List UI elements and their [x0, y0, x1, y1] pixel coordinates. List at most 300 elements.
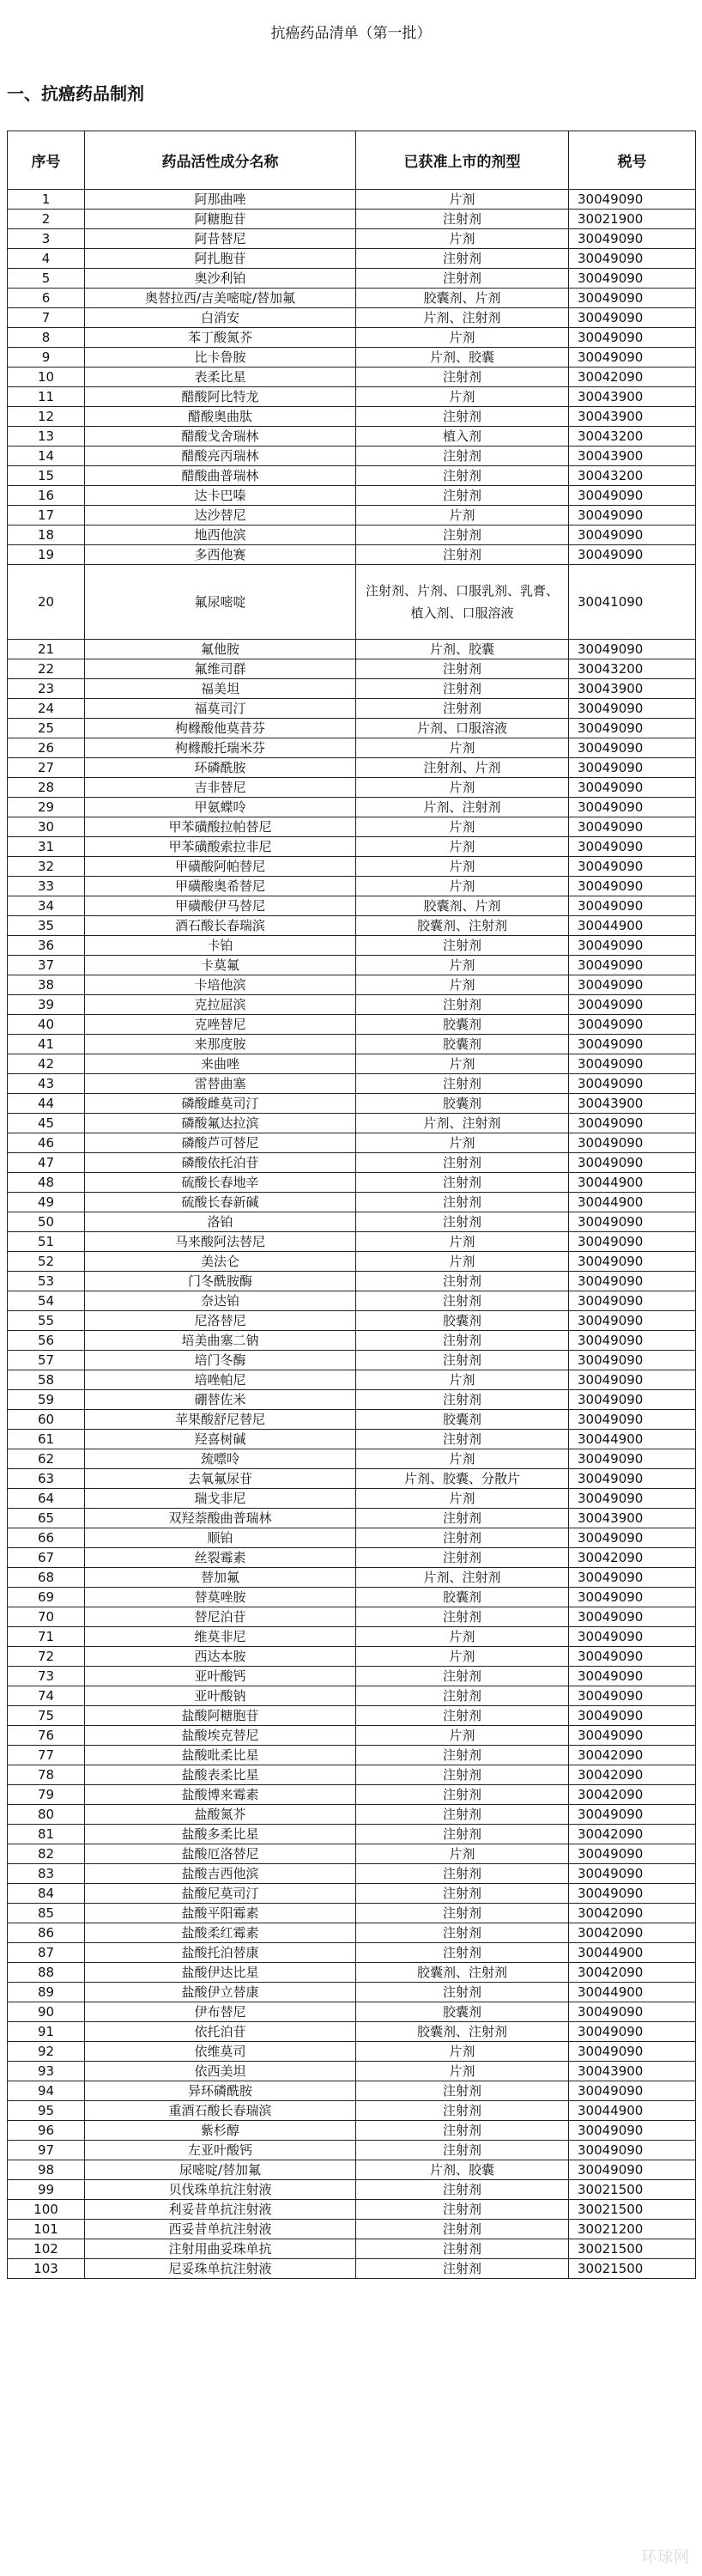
row-tax-code: 30049090 — [569, 1232, 696, 1252]
row-dosage-form: 胶囊剂 — [356, 1311, 569, 1331]
row-active-ingredient: 磷酸氟达拉滨 — [85, 1114, 356, 1133]
row-tax-code: 30042090 — [569, 1923, 696, 1943]
row-tax-code: 30021500 — [569, 2239, 696, 2259]
row-dosage-form: 片剂、胶囊、分散片 — [356, 1469, 569, 1489]
row-active-ingredient: 亚叶酸钙 — [85, 1667, 356, 1686]
row-active-ingredient: 盐酸吉西他滨 — [85, 1864, 356, 1884]
row-active-ingredient: 美法仑 — [85, 1252, 356, 1272]
row-tax-code: 30049090 — [569, 1114, 696, 1133]
row-active-ingredient: 醋酸阿比特龙 — [85, 387, 356, 407]
row-active-ingredient: 奥替拉西/吉美嘧啶/替加氟 — [85, 289, 356, 308]
row-dosage-form: 注射剂 — [356, 269, 569, 289]
row-active-ingredient: 地西他滨 — [85, 526, 356, 545]
row-serial-number: 3 — [8, 229, 85, 249]
table-row — [8, 1825, 696, 1844]
row-serial-number: 27 — [8, 758, 85, 778]
row-tax-code: 30049090 — [569, 1588, 696, 1607]
row-dosage-form: 注射剂 — [356, 1331, 569, 1351]
row-serial-number: 65 — [8, 1509, 85, 1528]
row-active-ingredient: 瑞戈非尼 — [85, 1489, 356, 1509]
row-serial-number: 73 — [8, 1667, 85, 1686]
table-row — [8, 837, 696, 857]
row-active-ingredient: 磷酸芦可替尼 — [85, 1133, 356, 1153]
row-tax-code: 30049090 — [569, 1370, 696, 1390]
row-serial-number: 83 — [8, 1864, 85, 1884]
row-dosage-form: 注射剂 — [356, 679, 569, 699]
row-serial-number: 31 — [8, 837, 85, 857]
row-serial-number: 70 — [8, 1607, 85, 1627]
row-serial-number: 24 — [8, 699, 85, 719]
section-heading: 一、抗癌药品制剂 — [7, 83, 144, 104]
row-tax-code: 30049090 — [569, 289, 696, 308]
row-tax-code: 30043200 — [569, 659, 696, 679]
row-active-ingredient: 达沙替尼 — [85, 506, 356, 526]
table-row — [8, 1607, 696, 1627]
row-dosage-form: 片剂 — [356, 190, 569, 210]
row-tax-code: 30042090 — [569, 368, 696, 387]
row-tax-code: 30049090 — [569, 956, 696, 975]
row-tax-code: 30021500 — [569, 2180, 696, 2200]
row-dosage-form: 注射剂 — [356, 1864, 569, 1884]
row-dosage-form: 注射剂 — [356, 2220, 569, 2239]
row-tax-code: 30049090 — [569, 1726, 696, 1746]
row-dosage-form: 片剂 — [356, 975, 569, 995]
row-serial-number: 71 — [8, 1627, 85, 1647]
table-row — [8, 2042, 696, 2062]
row-serial-number: 86 — [8, 1923, 85, 1943]
row-dosage-form: 片剂 — [356, 1232, 569, 1252]
table-row — [8, 1864, 696, 1884]
header-tax-code: 税号 — [569, 131, 696, 190]
row-tax-code: 30049090 — [569, 1410, 696, 1430]
table-row — [8, 1904, 696, 1923]
row-serial-number: 42 — [8, 1054, 85, 1074]
row-tax-code: 30049090 — [569, 936, 696, 956]
table-row — [8, 758, 696, 778]
row-serial-number: 53 — [8, 1272, 85, 1291]
row-tax-code: 30049090 — [569, 545, 696, 565]
row-dosage-form: 片剂 — [356, 1449, 569, 1469]
row-serial-number: 97 — [8, 2141, 85, 2160]
row-serial-number: 85 — [8, 1904, 85, 1923]
table-row — [8, 1765, 696, 1785]
row-serial-number: 16 — [8, 486, 85, 506]
row-serial-number: 49 — [8, 1193, 85, 1212]
table-row — [8, 2239, 696, 2259]
row-serial-number: 82 — [8, 1844, 85, 1864]
table-row — [8, 427, 696, 447]
row-tax-code: 30044900 — [569, 2101, 696, 2121]
table-row — [8, 699, 696, 719]
row-active-ingredient: 甲氨蝶呤 — [85, 798, 356, 817]
table-row — [8, 640, 696, 659]
row-dosage-form: 注射剂 — [356, 659, 569, 679]
row-tax-code: 30049090 — [569, 1844, 696, 1864]
table-row — [8, 1193, 696, 1212]
row-active-ingredient: 雷替曲塞 — [85, 1074, 356, 1094]
row-active-ingredient: 氟维司群 — [85, 659, 356, 679]
row-active-ingredient: 卡莫氟 — [85, 956, 356, 975]
row-active-ingredient: 克唑替尼 — [85, 1015, 356, 1035]
row-active-ingredient: 表柔比星 — [85, 368, 356, 387]
row-serial-number: 10 — [8, 368, 85, 387]
row-tax-code: 30021200 — [569, 2220, 696, 2239]
row-active-ingredient: 培美曲塞二钠 — [85, 1331, 356, 1351]
row-active-ingredient: 替加氟 — [85, 1568, 356, 1588]
row-active-ingredient: 去氧氟尿苷 — [85, 1469, 356, 1489]
row-active-ingredient: 西达本胺 — [85, 1647, 356, 1667]
row-dosage-form: 胶囊剂 — [356, 1588, 569, 1607]
row-dosage-form: 注射剂 — [356, 545, 569, 565]
row-tax-code: 30049090 — [569, 1133, 696, 1153]
row-tax-code: 30049090 — [569, 1706, 696, 1726]
row-dosage-form: 片剂 — [356, 387, 569, 407]
row-dosage-form: 片剂 — [356, 1054, 569, 1074]
row-dosage-form: 注射剂、片剂 — [356, 758, 569, 778]
row-serial-number: 8 — [8, 328, 85, 348]
row-tax-code: 30049090 — [569, 1568, 696, 1588]
table-row — [8, 1114, 696, 1133]
table-row — [8, 1094, 696, 1114]
row-active-ingredient: 盐酸吡柔比星 — [85, 1746, 356, 1765]
row-dosage-form: 注射剂 — [356, 1667, 569, 1686]
row-serial-number: 30 — [8, 817, 85, 837]
table-row — [8, 1667, 696, 1686]
row-serial-number: 88 — [8, 1963, 85, 1983]
row-dosage-form: 胶囊剂、片剂 — [356, 289, 569, 308]
row-tax-code: 30049090 — [569, 817, 696, 837]
row-active-ingredient: 盐酸柔红霉素 — [85, 1923, 356, 1943]
table-row — [8, 1548, 696, 1568]
row-active-ingredient: 尿嘧啶/替加氟 — [85, 2160, 356, 2180]
row-serial-number: 39 — [8, 995, 85, 1015]
row-active-ingredient: 紫杉醇 — [85, 2121, 356, 2141]
row-tax-code: 30049090 — [569, 2022, 696, 2042]
row-dosage-form: 注射剂 — [356, 1509, 569, 1528]
row-dosage-form: 注射剂 — [356, 526, 569, 545]
row-tax-code: 30042090 — [569, 1904, 696, 1923]
row-serial-number: 48 — [8, 1173, 85, 1193]
table-row — [8, 1844, 696, 1864]
row-serial-number: 15 — [8, 466, 85, 486]
row-tax-code: 30049090 — [569, 1212, 696, 1232]
row-serial-number: 96 — [8, 2121, 85, 2141]
row-serial-number: 33 — [8, 877, 85, 896]
row-serial-number: 40 — [8, 1015, 85, 1035]
row-active-ingredient: 替莫唑胺 — [85, 1588, 356, 1607]
row-tax-code: 30049090 — [569, 308, 696, 328]
row-tax-code: 30044900 — [569, 1193, 696, 1212]
row-active-ingredient: 甲磺酸伊马替尼 — [85, 896, 356, 916]
table-row — [8, 1015, 696, 1035]
table-row — [8, 387, 696, 407]
table-row — [8, 1449, 696, 1469]
row-serial-number: 51 — [8, 1232, 85, 1252]
row-dosage-form: 注射剂 — [356, 368, 569, 387]
row-tax-code: 30049090 — [569, 896, 696, 916]
table-row — [8, 545, 696, 565]
row-active-ingredient: 洛铂 — [85, 1212, 356, 1232]
row-tax-code: 30042090 — [569, 1963, 696, 1983]
row-dosage-form: 胶囊剂、注射剂 — [356, 2022, 569, 2042]
row-dosage-form: 片剂、注射剂 — [356, 1568, 569, 1588]
row-active-ingredient: 甲磺酸奥希替尼 — [85, 877, 356, 896]
row-serial-number: 34 — [8, 896, 85, 916]
row-tax-code: 30049090 — [569, 1272, 696, 1291]
row-active-ingredient: 维莫非尼 — [85, 1627, 356, 1647]
row-active-ingredient: 门冬酰胺酶 — [85, 1272, 356, 1291]
row-active-ingredient: 环磷酰胺 — [85, 758, 356, 778]
table-row — [8, 229, 696, 249]
table-row — [8, 1726, 696, 1746]
header-active-ingredient: 药品活性成分名称 — [85, 131, 356, 190]
watermark-logo: 环球网 — [641, 2549, 690, 2567]
row-serial-number: 17 — [8, 506, 85, 526]
table-row — [8, 348, 696, 368]
row-active-ingredient: 阿扎胞苷 — [85, 249, 356, 269]
row-serial-number: 57 — [8, 1351, 85, 1370]
row-dosage-form: 注射剂 — [356, 2141, 569, 2160]
row-tax-code: 30042090 — [569, 1765, 696, 1785]
table-row — [8, 1351, 696, 1370]
row-tax-code: 30021500 — [569, 2200, 696, 2220]
row-dosage-form: 片剂 — [356, 328, 569, 348]
row-dosage-form: 注射剂 — [356, 1607, 569, 1627]
row-tax-code: 30049090 — [569, 249, 696, 269]
row-dosage-form: 片剂 — [356, 2062, 569, 2081]
row-active-ingredient: 重酒石酸长春瑞滨 — [85, 2101, 356, 2121]
table-row — [8, 1884, 696, 1904]
row-active-ingredient: 盐酸伊立替康 — [85, 1983, 356, 2002]
table-row — [8, 1252, 696, 1272]
table-row — [8, 2101, 696, 2121]
row-dosage-form: 片剂 — [356, 1844, 569, 1864]
row-tax-code: 30049090 — [569, 699, 696, 719]
row-active-ingredient: 克拉屈滨 — [85, 995, 356, 1015]
row-active-ingredient: 盐酸埃克替尼 — [85, 1726, 356, 1746]
row-tax-code: 30043900 — [569, 387, 696, 407]
row-tax-code: 30041090 — [569, 565, 696, 640]
row-active-ingredient: 西妥昔单抗注射液 — [85, 2220, 356, 2239]
table-row — [8, 1311, 696, 1331]
row-serial-number: 21 — [8, 640, 85, 659]
row-dosage-form: 注射剂 — [356, 1173, 569, 1193]
row-tax-code: 30049090 — [569, 2121, 696, 2141]
row-tax-code: 30043900 — [569, 2062, 696, 2081]
table-row — [8, 1291, 696, 1311]
row-tax-code: 30049090 — [569, 1647, 696, 1667]
row-dosage-form: 注射剂 — [356, 1746, 569, 1765]
row-active-ingredient: 甲苯磺酸索拉非尼 — [85, 837, 356, 857]
header-row — [8, 131, 696, 190]
row-tax-code: 30049090 — [569, 328, 696, 348]
row-dosage-form: 胶囊剂 — [356, 1015, 569, 1035]
row-dosage-form: 胶囊剂 — [356, 2002, 569, 2022]
table-row — [8, 877, 696, 896]
row-tax-code: 30049090 — [569, 2160, 696, 2180]
row-dosage-form: 注射剂 — [356, 1430, 569, 1449]
row-active-ingredient: 盐酸阿糖胞苷 — [85, 1706, 356, 1726]
drug-list-table — [7, 131, 696, 2279]
row-tax-code: 30044900 — [569, 916, 696, 936]
row-active-ingredient: 左亚叶酸钙 — [85, 2141, 356, 2160]
row-serial-number: 18 — [8, 526, 85, 545]
row-dosage-form: 注射剂 — [356, 1943, 569, 1963]
row-tax-code: 30049090 — [569, 1390, 696, 1410]
row-active-ingredient: 来那度胺 — [85, 1035, 356, 1054]
row-serial-number: 61 — [8, 1430, 85, 1449]
row-serial-number: 91 — [8, 2022, 85, 2042]
row-serial-number: 80 — [8, 1805, 85, 1825]
row-dosage-form: 片剂 — [356, 1647, 569, 1667]
table-row — [8, 1173, 696, 1193]
row-dosage-form: 注射剂 — [356, 1904, 569, 1923]
row-serial-number: 59 — [8, 1390, 85, 1410]
row-active-ingredient: 盐酸托泊替康 — [85, 1943, 356, 1963]
row-dosage-form: 注射剂 — [356, 1765, 569, 1785]
row-serial-number: 98 — [8, 2160, 85, 2180]
row-dosage-form: 注射剂 — [356, 1983, 569, 2002]
row-active-ingredient: 阿昔替尼 — [85, 229, 356, 249]
table-row — [8, 2160, 696, 2180]
row-serial-number: 77 — [8, 1746, 85, 1765]
row-active-ingredient: 利妥昔单抗注射液 — [85, 2200, 356, 2220]
row-serial-number: 19 — [8, 545, 85, 565]
row-tax-code: 30021900 — [569, 210, 696, 229]
row-active-ingredient: 甲磺酸阿帕替尼 — [85, 857, 356, 877]
table-row — [8, 1232, 696, 1252]
row-tax-code: 30021500 — [569, 2259, 696, 2279]
row-serial-number: 93 — [8, 2062, 85, 2081]
row-dosage-form: 注射剂 — [356, 1686, 569, 1706]
table-row — [8, 190, 696, 210]
row-active-ingredient: 硫酸长春地辛 — [85, 1173, 356, 1193]
table-row — [8, 249, 696, 269]
row-serial-number: 60 — [8, 1410, 85, 1430]
row-dosage-form: 片剂 — [356, 1627, 569, 1647]
row-active-ingredient: 氟他胺 — [85, 640, 356, 659]
row-active-ingredient: 苹果酸舒尼替尼 — [85, 1410, 356, 1430]
row-serial-number: 45 — [8, 1114, 85, 1133]
table-row — [8, 857, 696, 877]
row-serial-number: 41 — [8, 1035, 85, 1054]
row-tax-code: 30049090 — [569, 269, 696, 289]
row-dosage-form: 注射剂 — [356, 1706, 569, 1726]
row-dosage-form: 注射剂 — [356, 1291, 569, 1311]
row-serial-number: 1 — [8, 190, 85, 210]
row-serial-number: 58 — [8, 1370, 85, 1390]
row-tax-code: 30044900 — [569, 1943, 696, 1963]
row-tax-code: 30049090 — [569, 1884, 696, 1904]
table-row — [8, 719, 696, 738]
row-dosage-form: 注射剂 — [356, 1825, 569, 1844]
row-serial-number: 14 — [8, 447, 85, 466]
row-serial-number: 5 — [8, 269, 85, 289]
row-dosage-form: 注射剂 — [356, 1272, 569, 1291]
table-row — [8, 1410, 696, 1430]
row-dosage-form: 片剂 — [356, 857, 569, 877]
table-body — [8, 190, 696, 2279]
row-serial-number: 72 — [8, 1647, 85, 1667]
row-tax-code: 30049090 — [569, 190, 696, 210]
row-serial-number: 13 — [8, 427, 85, 447]
table-row — [8, 738, 696, 758]
row-dosage-form: 注射剂 — [356, 1351, 569, 1370]
row-dosage-form: 注射剂 — [356, 2180, 569, 2200]
row-tax-code: 30049090 — [569, 719, 696, 738]
row-serial-number: 11 — [8, 387, 85, 407]
table-row — [8, 916, 696, 936]
table-row — [8, 1706, 696, 1726]
row-tax-code: 30049090 — [569, 348, 696, 368]
row-tax-code: 30044900 — [569, 1173, 696, 1193]
row-tax-code: 30049090 — [569, 837, 696, 857]
table-row — [8, 1390, 696, 1410]
row-serial-number: 38 — [8, 975, 85, 995]
row-dosage-form: 注射剂 — [356, 2121, 569, 2141]
row-active-ingredient: 马来酸阿法替尼 — [85, 1232, 356, 1252]
row-active-ingredient: 依托泊苷 — [85, 2022, 356, 2042]
row-active-ingredient: 巯嘌呤 — [85, 1449, 356, 1469]
table-row — [8, 995, 696, 1015]
row-active-ingredient: 亚叶酸钠 — [85, 1686, 356, 1706]
row-tax-code: 30049090 — [569, 1686, 696, 1706]
row-dosage-form: 片剂、胶囊 — [356, 640, 569, 659]
row-active-ingredient: 醋酸曲普瑞林 — [85, 466, 356, 486]
row-active-ingredient: 醋酸奥曲肽 — [85, 407, 356, 427]
row-tax-code: 30049090 — [569, 1291, 696, 1311]
row-tax-code: 30049090 — [569, 778, 696, 798]
row-tax-code: 30049090 — [569, 486, 696, 506]
row-active-ingredient: 顺铂 — [85, 1528, 356, 1548]
table-row — [8, 1153, 696, 1173]
table-row — [8, 1983, 696, 2002]
row-dosage-form: 胶囊剂、注射剂 — [356, 1963, 569, 1983]
row-tax-code: 30049090 — [569, 1489, 696, 1509]
row-tax-code: 30049090 — [569, 1351, 696, 1370]
row-tax-code: 30049090 — [569, 995, 696, 1015]
row-tax-code: 30049090 — [569, 1528, 696, 1548]
row-serial-number: 74 — [8, 1686, 85, 1706]
row-tax-code: 30049090 — [569, 857, 696, 877]
row-active-ingredient: 盐酸博来霉素 — [85, 1785, 356, 1805]
row-serial-number: 47 — [8, 1153, 85, 1173]
table-row — [8, 1963, 696, 1983]
row-tax-code: 30049090 — [569, 1035, 696, 1054]
row-dosage-form: 注射剂 — [356, 1193, 569, 1212]
row-dosage-form: 注射剂 — [356, 1548, 569, 1568]
row-serial-number: 6 — [8, 289, 85, 308]
table-header — [8, 131, 696, 190]
table-row — [8, 368, 696, 387]
row-active-ingredient: 福美坦 — [85, 679, 356, 699]
row-serial-number: 66 — [8, 1528, 85, 1548]
row-dosage-form: 片剂 — [356, 817, 569, 837]
row-dosage-form: 注射剂 — [356, 699, 569, 719]
row-active-ingredient: 尼洛替尼 — [85, 1311, 356, 1331]
row-dosage-form: 片剂 — [356, 506, 569, 526]
row-serial-number: 90 — [8, 2002, 85, 2022]
row-active-ingredient: 阿那曲唑 — [85, 190, 356, 210]
row-tax-code: 30043900 — [569, 407, 696, 427]
table-row — [8, 1370, 696, 1390]
row-tax-code: 30049090 — [569, 1311, 696, 1331]
table-row — [8, 2180, 696, 2200]
row-dosage-form: 注射剂 — [356, 2239, 569, 2259]
row-active-ingredient: 比卡鲁胺 — [85, 348, 356, 368]
row-active-ingredient: 注射用曲妥珠单抗 — [85, 2239, 356, 2259]
row-serial-number: 103 — [8, 2259, 85, 2279]
